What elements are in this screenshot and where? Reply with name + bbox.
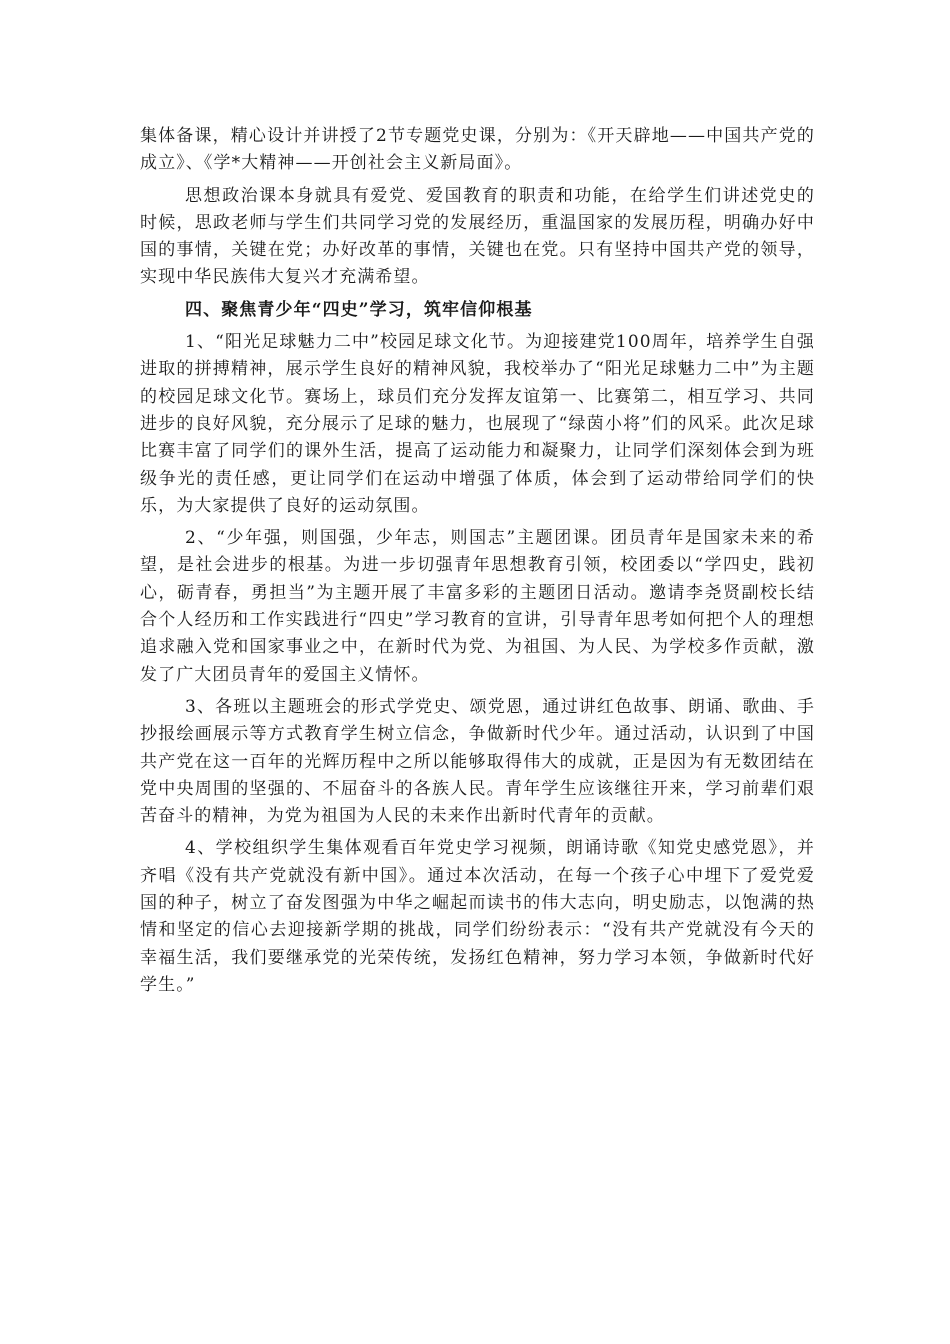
paragraph-football-festival: 1、“阳光足球魅力二中”校园足球文化节。为迎接建党100周年，培养学生自强进取的拼搏精神，展示学生良好的精神风貌，我校举办了“阳光足球魅力二中”为主题的校园足球文化节。赛场上，球员们充分发挥友谊第一、比赛第二，相互学习、共同进步的良好风貌，充分展示了足球的魅力，也展现了“绿茵小将”们的风采。此次足球比赛丰富了同学们的课外生活，提高了运动能力和凝聚力，让同学们深刻体会到为班级争光的责任感，更让同学们在运动中增强了体质，体会到了运动带给同学们的快乐，为大家提供了良好的运动氛围。	[140, 332, 815, 516]
document-page	[140, 123, 815, 999]
section-heading: 四、聚焦青少年“四史”学习，筑牢信仰根基	[185, 299, 533, 320]
paragraph-video-viewing: 4、学校组织学生集体观看百年党史学习视频，朗诵诗歌《知党史感党恩》，并齐唱《没有共产党就没有新中国》。通过本次活动，在每一个孩子心中埋下了爱党爱国的种子，树立了奋发图强为中华之崛起而读书的伟大志向，明史励志，以饱满的热情和坚定的信心去迎接新学期的挑战，同学们纷纷表示：“没有共产党就没有今天的幸福生活，我们要继承党的光荣传统，发扬红色精神，努力学习本领，争做新时代好学生。”	[140, 838, 815, 995]
paragraph-youth-league-class: 2、“少年强，则国强，少年志，则国志”主题团课。团员青年是国家未来的希望，是社会进步的根基。为进一步切强青年思想教育引领，校团委以“学四史，践初心，砺青春，勇担当”为主题开展了丰富多彩的主题团日活动。邀请李尧贤副校长结合个人经历和工作实践进行“四史”学习教育的宣讲，引导青年思考如何把个人的理想追求融入党和国家事业之中，在新时代为党、为祖国、为人民、为学校多作贡献，激发了广大团员青年的爱国主义情怀。	[140, 528, 815, 685]
paragraph-continued: 集体备课，精心设计并讲授了2节专题党史课，分别为：《开天辟地——中国共产党的成立》、《学*大精神——开创社会主义新局面》。	[140, 126, 815, 174]
paragraph-political-course: 思想政治课本身就具有爱党、爱国教育的职责和功能，在给学生们讲述党史的时候，思政老师与学生们共同学习党的发展经历，重温国家的发展历程，明确办好中国的事情，关键在党；办好改革的事情，关键也在党。只有坚持中国共产党的领导，实现中华民族伟大复兴才充满希望。	[140, 185, 815, 288]
paragraph-class-meeting: 3、各班以主题班会的形式学党史、颂党恩，通过讲红色故事、朗诵、歌曲、手抄报绘画展示等方式教育学生树立信念，争做新时代少年。通过活动，认识到了中国共产党在这一百年的光辉历程中之所以能够取得伟大的成就，正是因为有无数团结在党中央周围的坚强的、不屈奋斗的各族人民。青年学生应该继往开来，学习前辈们艰苦奋斗的精神，为党为祖国为人民的未来作出新时代青年的贡献。	[140, 696, 815, 827]
